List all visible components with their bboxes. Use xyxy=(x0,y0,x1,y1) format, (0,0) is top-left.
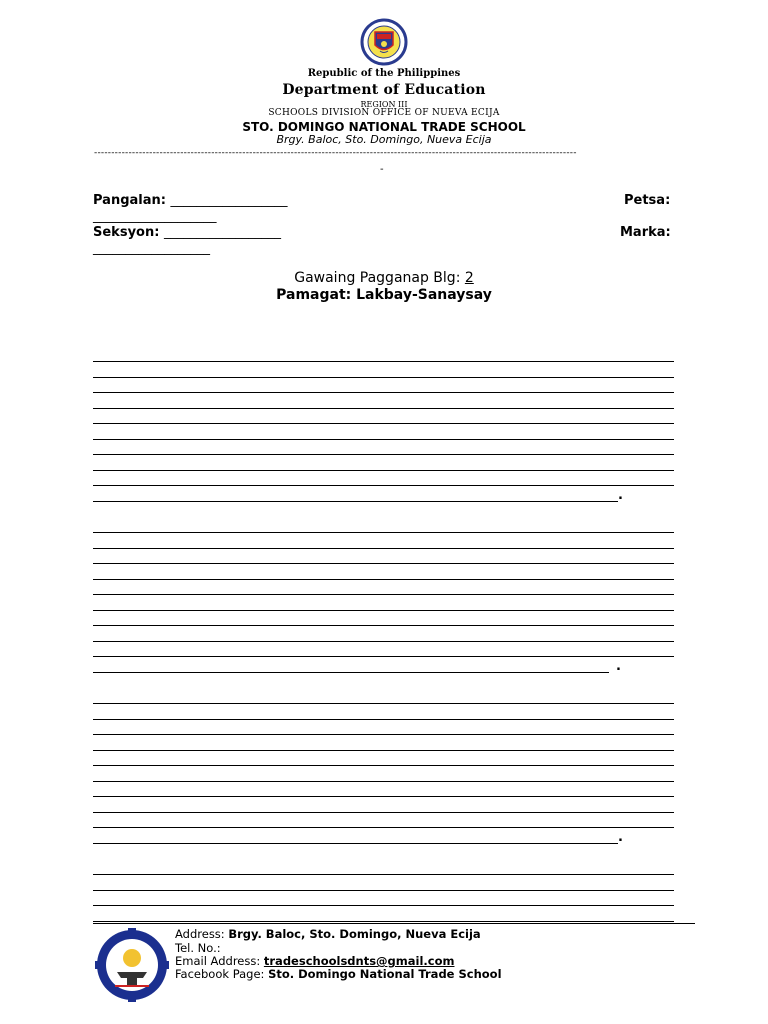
footer-email-label: Email Address: xyxy=(175,954,264,968)
writing-line xyxy=(93,750,674,751)
department-line: Department of Education xyxy=(282,82,486,98)
activity-subtitle: Pamagat: Lakbay-Sanaysay xyxy=(276,287,492,303)
writing-line xyxy=(93,423,674,424)
deped-seal xyxy=(353,18,415,66)
school-address: Brgy. Baloc, Sto. Domingo, Nueva Ecija xyxy=(276,133,492,146)
writing-line xyxy=(93,454,674,455)
writing-line xyxy=(93,392,674,393)
writing-line xyxy=(93,781,674,782)
activity-number: 2 xyxy=(464,270,474,286)
region-line: REGION III xyxy=(360,100,408,109)
writing-line xyxy=(93,874,674,875)
writing-line xyxy=(93,377,674,378)
writing-line xyxy=(93,563,674,564)
paragraph-end-period: . xyxy=(618,830,623,845)
pangalan-blank[interactable]: __________________ xyxy=(170,193,288,208)
writing-line xyxy=(93,672,609,673)
footer-address-label: Address: xyxy=(175,927,229,941)
writing-line xyxy=(93,625,674,626)
writing-line xyxy=(93,501,618,502)
pangalan-label: Pangalan: xyxy=(93,193,166,208)
writing-line xyxy=(93,548,674,549)
writing-line xyxy=(93,890,674,891)
petsa-blank[interactable]: ___________________ xyxy=(93,209,217,224)
school-name: STO. DOMINGO NATIONAL TRADE SCHOOL xyxy=(242,120,526,134)
marka-blank[interactable]: __________________ xyxy=(93,241,210,256)
footer-address-value: Brgy. Baloc, Sto. Domingo, Nueva Ecija xyxy=(228,927,481,941)
header-separator-tail: - xyxy=(380,164,384,175)
writing-line xyxy=(93,610,674,611)
activity-title-prefix: Gawaing Pagganap Blg: xyxy=(294,270,465,286)
writing-line xyxy=(93,641,674,642)
writing-line xyxy=(93,656,674,657)
writing-line xyxy=(93,719,674,720)
writing-line xyxy=(93,485,674,486)
writing-line xyxy=(93,579,674,580)
writing-line xyxy=(93,843,618,844)
writing-line xyxy=(93,827,674,828)
writing-line xyxy=(93,594,674,595)
paragraph-end-period: . xyxy=(616,659,621,674)
paragraph-end-period: . xyxy=(618,488,623,503)
footer-facebook xyxy=(175,967,502,981)
footer-facebook-value: Sto. Domingo National Trade School xyxy=(268,967,502,981)
division-line: SCHOOLS DIVISION OFFICE OF NUEVA ECIJA xyxy=(268,108,500,118)
footer-tel: Tel. No.: xyxy=(175,941,221,955)
seksyon-label: Seksyon: xyxy=(93,225,160,240)
writing-line xyxy=(93,812,674,813)
writing-line xyxy=(93,765,674,766)
writing-line xyxy=(93,361,674,362)
pangalan-field xyxy=(93,193,288,208)
writing-line xyxy=(93,796,674,797)
writing-line xyxy=(93,439,674,440)
writing-line xyxy=(93,470,674,471)
seksyon-field xyxy=(93,225,281,240)
writing-line xyxy=(93,905,674,906)
footer-facebook-label: Facebook Page: xyxy=(175,967,269,981)
marka-label: Marka: xyxy=(620,225,671,240)
footer-email-link[interactable]: tradeschoolsdnts@gmail.com xyxy=(263,954,455,968)
school-logo xyxy=(95,928,169,1002)
writing-line xyxy=(93,734,674,735)
republic-line: Republic of the Philippines xyxy=(307,68,461,79)
activity-title xyxy=(0,270,768,286)
writing-line xyxy=(93,921,674,922)
header-separator: -------------------------------------------------------------------------------------------------------------------------------------------- xyxy=(94,148,577,158)
writing-line xyxy=(93,703,674,704)
petsa-label: Petsa: xyxy=(624,193,671,208)
footer-rule xyxy=(93,923,695,924)
seksyon-blank[interactable]: __________________ xyxy=(163,225,281,240)
footer-address xyxy=(175,927,481,941)
writing-line xyxy=(93,532,674,533)
writing-line xyxy=(93,408,674,409)
footer-email xyxy=(175,954,454,968)
